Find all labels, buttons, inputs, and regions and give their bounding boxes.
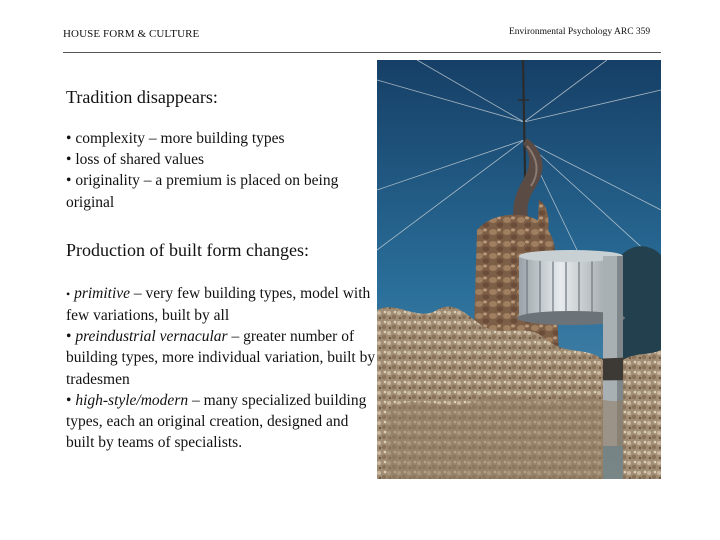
bullet-icon: • <box>66 172 72 190</box>
tradition-list <box>66 128 376 213</box>
list-item: • primitive – very few building types, model with few variations, built by all <box>66 284 371 325</box>
bullet-icon: • <box>66 130 72 147</box>
term-primitive: primitive <box>74 284 131 302</box>
list-item: • originality – a premium is placed on being original <box>66 172 339 211</box>
term-preindustrial-vernacular: preindustrial vernacular <box>75 328 228 346</box>
list-item: • complexity – more building types <box>66 130 285 147</box>
house-photo <box>377 60 661 479</box>
header-title: HOUSE FORM & CULTURE <box>63 28 200 40</box>
bullet-icon: • <box>66 286 71 301</box>
header-divider <box>63 52 661 53</box>
bullet-icon: • <box>66 151 72 169</box>
list-item: • loss of shared values <box>66 151 205 169</box>
production-list <box>66 283 376 454</box>
text-column <box>66 86 376 453</box>
section-heading-tradition: Tradition disappears: <box>66 87 218 107</box>
term-high-style-modern: high-style/modern <box>75 391 189 409</box>
bullet-icon: • <box>66 391 72 409</box>
list-item: • preindustrial vernacular – greater number of building types, more individual variation, built by tradesmen <box>66 328 376 388</box>
header-course: Environmental Psychology ARC 359 <box>509 27 651 37</box>
list-item: • high-style/modern – many specialized building types, each an original creation, designed and built by teams of specialists. <box>66 391 367 452</box>
section-heading-production: Production of built form changes: <box>66 239 309 260</box>
bullet-icon: • <box>66 328 72 346</box>
